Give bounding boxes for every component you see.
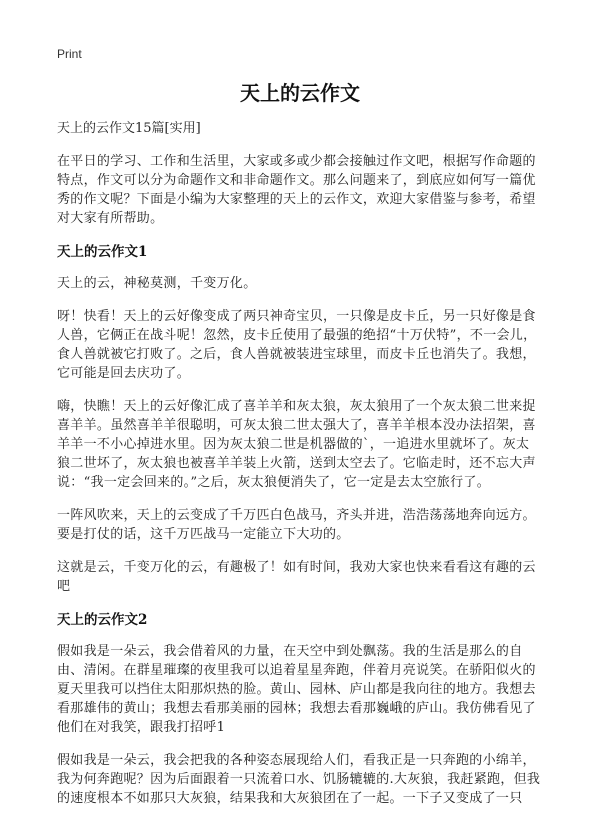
section-heading: 天上的云作文2 [57, 612, 148, 628]
article-body [57, 119, 542, 822]
section-heading: 天上的云作文1 [57, 244, 148, 260]
paragraph: 呀！快看！天上的云好像变成了两只神奇宝贝，一只像是皮卡丘，另一只好像是食人兽，它俩正在战斗呢！忽然，皮卡丘使用了最强的绝招“十万伏特”，不一会儿，食人兽就被它打败了。之后，食人兽就被装进宝球里，而皮卡丘也消失了。我想，它可能是回去庆功了。 [57, 309, 537, 381]
section-1 [57, 242, 542, 596]
intro-paragraph: 在平日的学习、工作和生活里，大家或多或少都会接触过作文吧，根据写作命题的特点，作文可以分为命题作文和非命题作文。那么问题来了，到底应如何写一篇优秀的作文呢？下面是小编为大家整理的天上的云作文，欢迎大家借鉴与参考，希望对大家有所帮助。 [57, 154, 536, 226]
paragraph: 天上的云，神秘莫测，千变万化。 [57, 276, 257, 291]
article-subtitle: 天上的云作文15篇[实用] [57, 121, 201, 136]
paragraph: 假如我是一朵云，我会把我的各种姿态展现给人们，看我正是一只奔跑的小绵羊，我为何奔跑呢？因为后面跟着一只流着口水、饥肠辘辘的.大灰狼，我赶紧跑，但我的速度根本不如那只大灰狼，结果我和大灰狼团在了一起。一下子又变成了一只 [57, 753, 541, 806]
paragraph: 假如我是一朵云，我会借着风的力量，在天空中到处飘荡。我的生活是那么的自由、清闲。在群星璀璨的夜里我可以追着星星奔跑，伴着月亮说笑。在骄阳似火的夏天里我可以挡住太阳那炽热的脸。黄山、园林、庐山都是我向往的地方。我想去看那雄伟的黄山；我想去看那美丽的园林；我想去看那巍峨的庐山。我仿佛看见了他们在对我笑，跟我打招呼1 [57, 644, 536, 735]
print-link[interactable]: Print [57, 47, 82, 61]
page-title: 天上的云作文 [240, 81, 360, 105]
paragraph: 一阵风吹来，天上的云变成了千万匹白色战马，齐头并进，浩浩荡荡地奔向远方。要是打仗的话，这千万匹战马一定能立下大功的。 [57, 508, 536, 542]
paragraph: 这就是云，千变万化的云，有趣极了！如有时间，我劝大家也快来看看这有趣的云吧 [57, 560, 536, 594]
paragraph: 嗨，快瞧！天上的云好像汇成了喜羊羊和灰太狼，灰太狼用了一个灰太狼二世来捉喜羊羊。虽然喜羊羊很聪明，可灰太狼二世太强大了，喜羊羊根本没办法招架，喜羊羊一不小心掉进水里。因为灰太狼二世是机器做的`，一追进水里就坏了。灰太狼二世坏了，灰太狼也被喜羊羊装上火箭，送到太空去了。它临走时，还不忘大声说：“我一定会回来的。”之后，灰太狼便消失了，它一定是去太空旅行了。 [57, 399, 536, 490]
section-2 [57, 610, 542, 808]
